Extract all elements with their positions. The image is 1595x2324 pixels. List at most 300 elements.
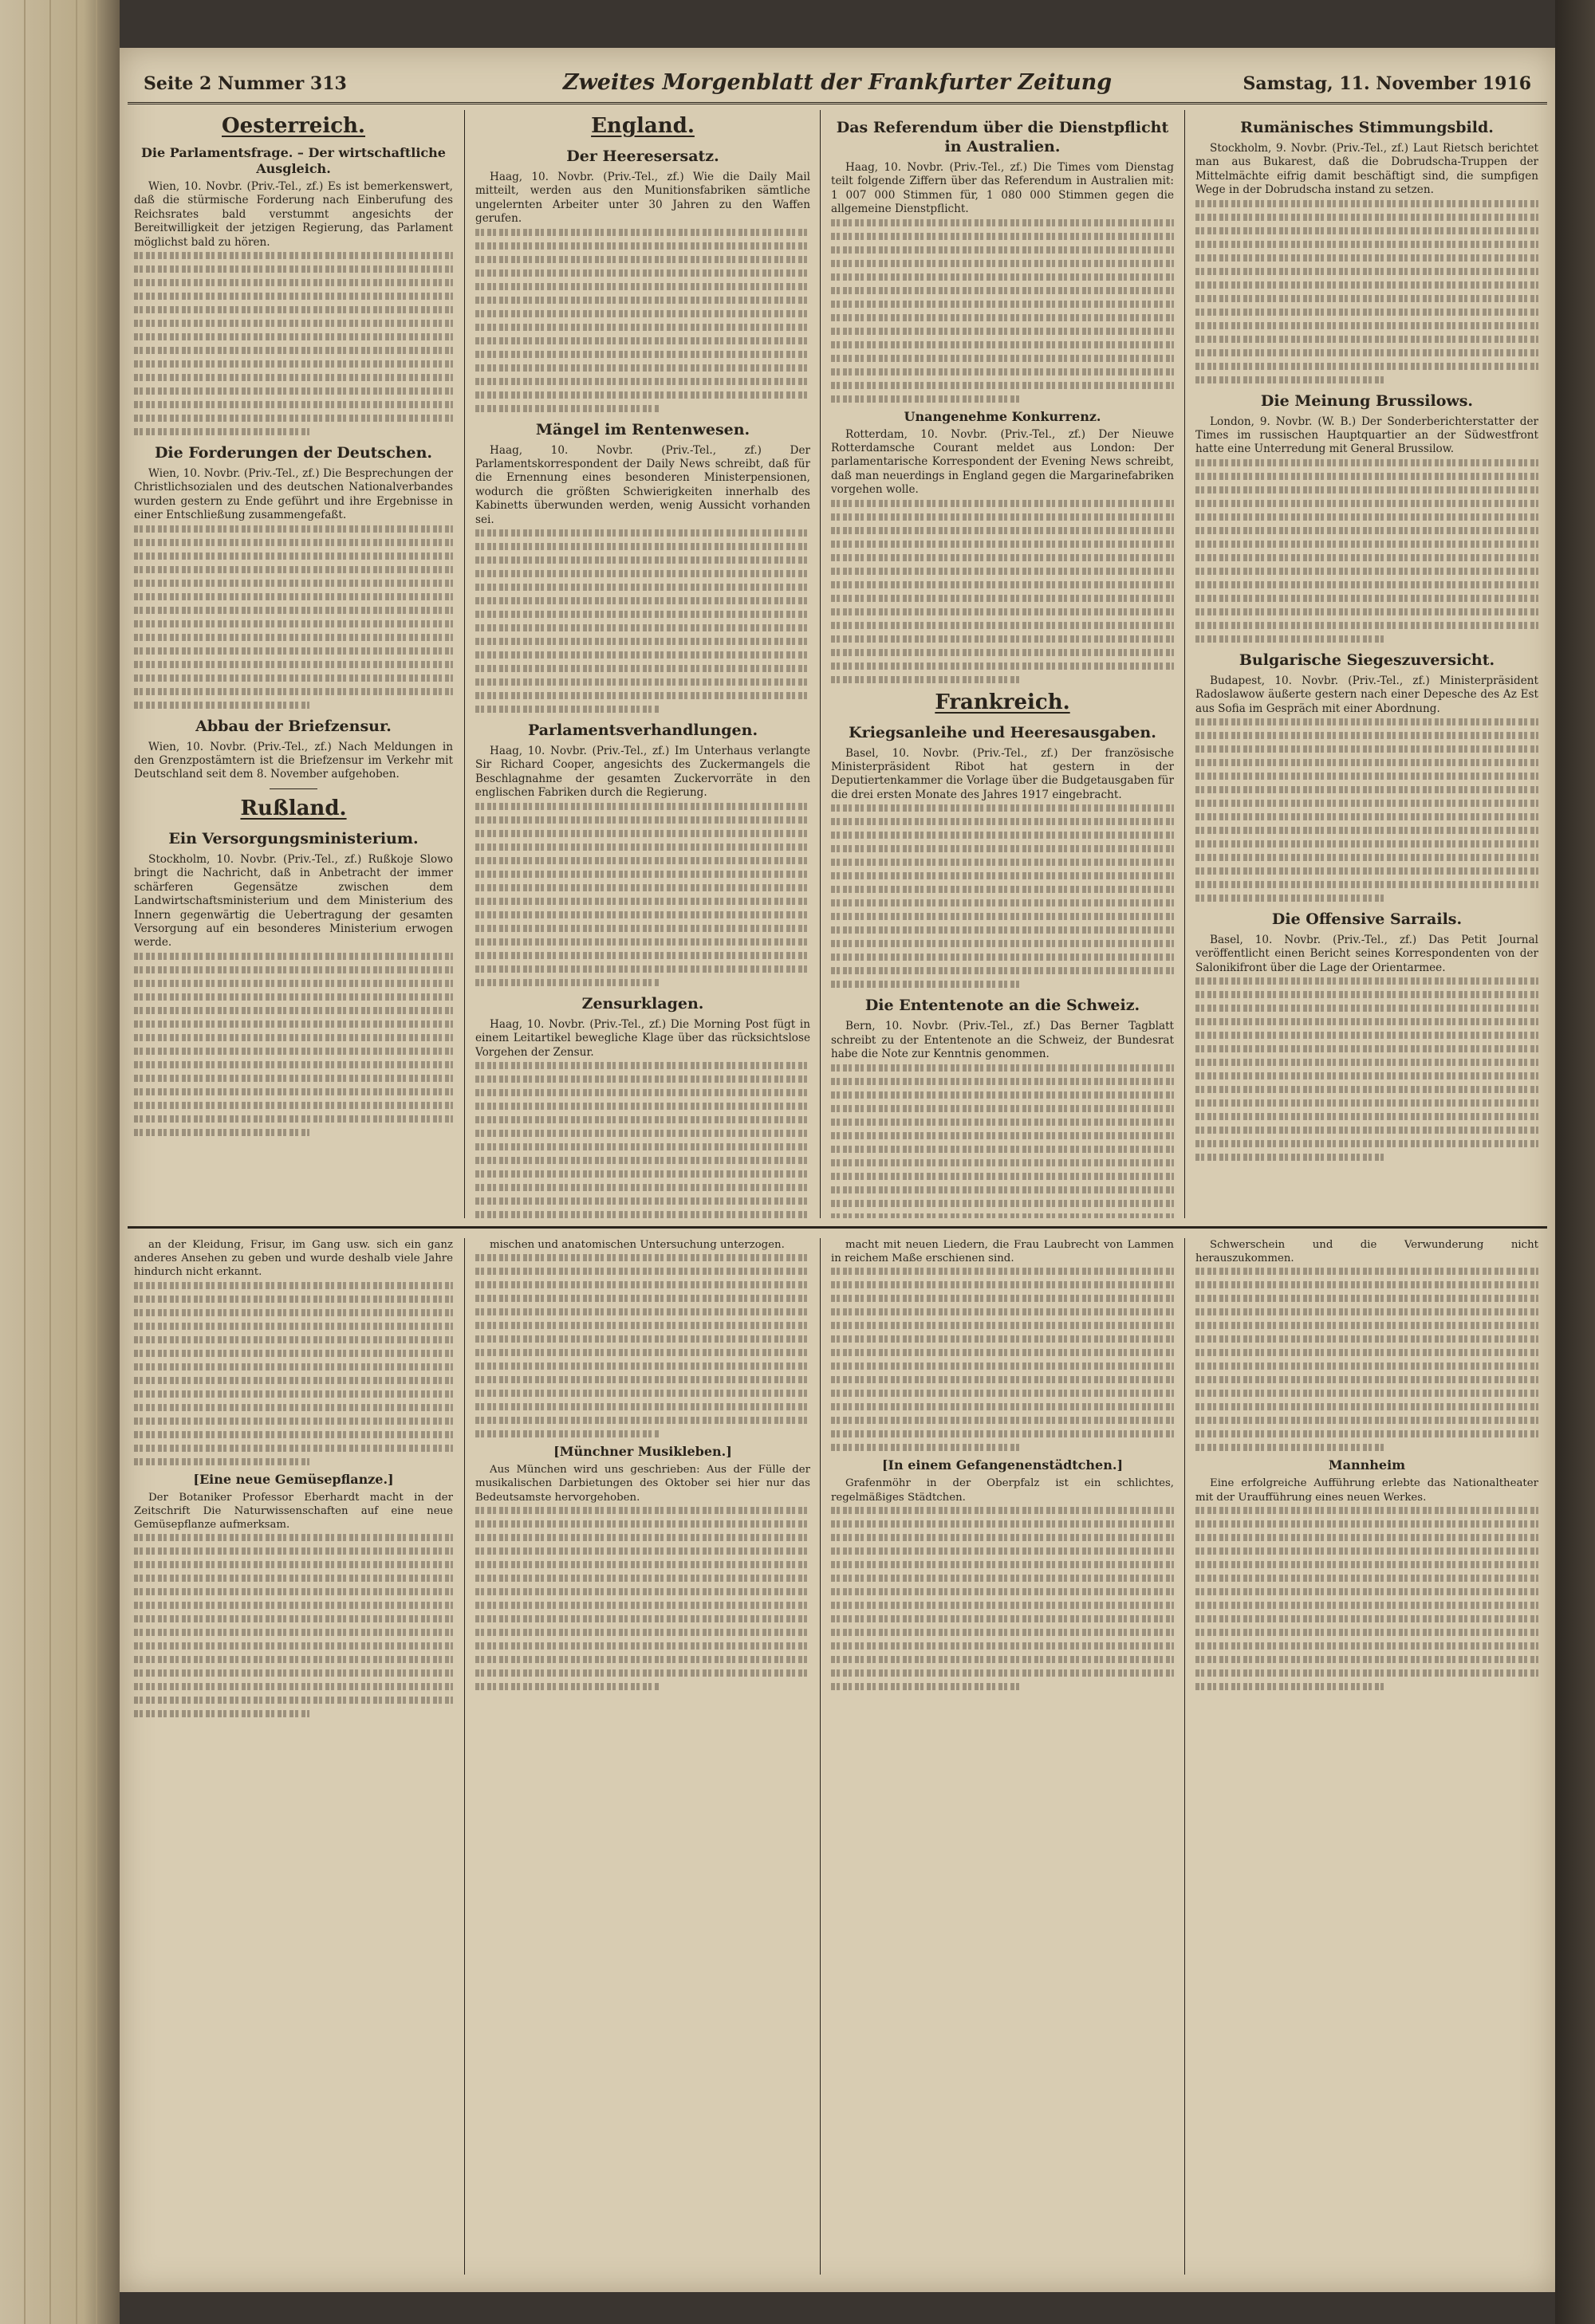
text-line [475,556,810,564]
body-text [134,525,453,709]
text-line [1195,867,1538,875]
text-line [831,859,1174,866]
text-line [475,283,810,290]
text-line [1195,363,1538,370]
text-line [475,1363,810,1370]
text-line [475,1507,810,1514]
text-line [475,1430,660,1437]
text-line [831,818,1174,825]
text-line [134,580,453,587]
body-text [1195,200,1538,383]
text-line [475,1268,810,1275]
text-line [1195,1669,1538,1677]
column-rule [464,110,465,1218]
article-text: Haag, 10. Novbr. (Priv.-Tel., zf.) Wie die Daily Mail mitteilt, werden aus den Munitionsfabriken sämtliche ungelernten Arbeiter unter 30 Jahren zu den Waffen gerufen. [475,171,810,226]
text-line [475,1281,810,1288]
text-line [831,1390,1174,1397]
text-line [831,1295,1174,1302]
body-text [831,1507,1174,1690]
text-line [1195,1403,1538,1410]
text-line [831,500,1174,507]
text-line [475,1170,810,1178]
text-line [831,527,1174,534]
text-line [134,688,453,695]
article-text: Wien, 10. Novbr. (Priv.-Tel., zf.) Nach Meldungen in den Grenzpostämtern ist die Briefzensur im Verkehr mit Deutschland seit dem 8. November aufgehoben. [134,740,453,781]
text-line [1195,1656,1538,1663]
article-text: Aus München wird uns geschrieben: Aus der Fülle der musikalischen Darbietungen des Oktober sei hier nur das Bedeutsamste hervorgehoben. [475,1464,810,1504]
text-line [1195,1308,1538,1315]
text-line [1195,227,1538,234]
text-line [475,843,810,851]
text-line [831,981,1020,988]
text-line [1195,622,1538,629]
text-line [831,382,1174,389]
text-line [475,269,810,277]
text-line [134,674,453,682]
column-england [475,110,810,1218]
text-line [1195,1295,1538,1302]
text-line [134,1547,453,1555]
text-line [475,1615,810,1622]
text-line [831,1444,1020,1451]
column-rule [820,110,821,1218]
text-line [475,256,810,263]
text-line [475,405,660,412]
text-line [831,1173,1174,1180]
text-line [134,1629,453,1636]
text-line [1195,200,1538,207]
text-line [831,1629,1174,1636]
text-line [134,607,453,614]
article-text: Wien, 10. Novbr. (Priv.-Tel., zf.) Es ist bemerkenswert, daß die stürmische Forderung nach Einberufung des Reichsrates bald verstummt angesichts der Bereitwilligkeit der jetzigen Regierung, das Parlament möglichst bald zu hören. [134,180,453,249]
text-line [831,341,1174,348]
text-line [1195,1534,1538,1541]
text-line [831,1656,1174,1663]
article-text: Basel, 10. Novbr. (Priv.-Tel., zf.) Das Petit Journal veröffentlicht einen Bericht seines Korrespondenten von der Salonikifront über die Lage der Orientarmee. [1195,934,1538,974]
text-line [134,1088,453,1095]
text-line [1195,745,1538,753]
text-line [831,246,1174,254]
article-text: London, 9. Novbr. (W. B.) Der Sonderberichterstatter der Times im russischen Hauptquartier an der Südwestfront hatte eine Unterredung mit General Brussilow. [1195,415,1538,456]
text-line [831,233,1174,240]
text-line [1195,1281,1538,1288]
text-line [1195,1045,1538,1052]
text-line [475,310,810,317]
text-line [134,953,453,960]
text-line [1195,895,1384,902]
article-text: Haag, 10. Novbr. (Priv.-Tel., zf.) Im Unterhaus verlangte Sir Richard Cooper, angesichts des Zuckermangels die Beschlagnahme der gesamten Zuckervorräte in den englischen Fabriken durch die Regierung. [475,745,810,800]
body-text [831,804,1174,988]
text-line [1195,500,1538,507]
text-line [475,1390,810,1397]
text-line [831,1602,1174,1609]
section-heading: Frankreich. [935,690,1070,714]
text-line [475,1642,810,1650]
text-line [1195,1335,1538,1343]
text-line [831,1376,1174,1383]
text-line [831,1363,1174,1370]
text-line [831,1683,1020,1690]
text-line [1195,1615,1538,1622]
text-line [831,1105,1174,1112]
text-line [134,966,453,973]
text-line [1195,1127,1538,1134]
text-line [831,649,1174,656]
text-line [134,1656,453,1663]
text-line [134,293,453,300]
text-line [134,415,453,422]
text-line [1195,473,1538,480]
feuilleton-column-3 [831,1238,1174,2275]
text-line [831,804,1174,812]
text-line [475,1417,810,1424]
text-line [1195,295,1538,302]
text-line [475,324,810,331]
text-line [134,428,309,435]
text-line [475,898,810,905]
text-line [831,635,1174,643]
text-line [1195,854,1538,861]
section-heading: Rußland. [240,796,347,820]
section-heading: England. [591,114,695,138]
text-line [134,1445,453,1452]
newspaper-page [120,48,1555,2292]
text-line [134,306,453,313]
text-line [831,1588,1174,1595]
text-line [831,568,1174,575]
text-line [831,622,1174,629]
text-line [831,1520,1174,1528]
text-line [134,1048,453,1055]
issue-date: Samstag, 11. November 1916 [1243,73,1531,94]
text-line [134,320,453,327]
text-line [134,1390,453,1398]
text-line [475,1143,810,1150]
text-line [831,541,1174,548]
text-line [134,360,453,368]
text-line [831,1349,1174,1356]
text-line [1195,1376,1538,1383]
text-line [1195,1629,1538,1636]
text-line [831,1534,1174,1541]
text-line [1195,1059,1538,1066]
text-line [1195,1032,1538,1039]
text-line [1195,459,1538,466]
text-line [134,1418,453,1425]
text-line [134,1075,453,1082]
text-line [475,597,810,604]
article-heading: [Eine neue Gemüsepflanze.] [193,1471,394,1487]
article-heading: Rumänisches Stimmungsbild. [1240,119,1494,136]
body-text [475,1507,810,1690]
text-line [134,980,453,987]
article-heading: Die Forderungen der Deutschen. [154,444,433,462]
text-line [831,355,1174,362]
text-line [134,1458,309,1465]
text-line [831,301,1174,308]
text-line [1195,1547,1538,1555]
text-line [831,1430,1174,1437]
column-rule [1184,1238,1185,2275]
text-line [475,378,810,385]
body-text [475,1254,810,1437]
article-text: macht mit neuen Liedern, die Frau Laubrecht von Lammen in reichem Maße erschienen sind. [831,1239,1174,1265]
text-line [831,1064,1174,1072]
text-line [831,845,1174,852]
article-heading: Die Parlamentsfrage. – Der wirtschaftliche Ausgleich. [141,145,446,176]
article-heading: Zensurklagen. [581,994,704,1013]
text-line [134,593,453,600]
column-romania [1195,110,1538,1218]
text-line [134,1561,453,1568]
text-line [475,1588,810,1595]
text-line [475,391,810,399]
text-line [475,651,810,659]
text-line [1195,554,1538,561]
text-line [831,328,1174,335]
text-line [475,1629,810,1636]
text-line [831,1132,1174,1139]
section-divider [128,1226,1547,1229]
text-line [831,663,1174,670]
text-line [475,1656,810,1663]
text-line [475,1197,810,1205]
text-line [475,1349,810,1356]
feuilleton-column-1 [134,1238,453,2275]
text-line [831,1335,1174,1343]
text-line [831,554,1174,561]
text-line [831,1159,1174,1166]
article-heading: [Münchner Musikleben.] [553,1444,732,1460]
text-line [1195,1018,1538,1025]
text-line [134,1669,453,1677]
text-line [1195,1417,1538,1424]
text-line [475,638,810,645]
article-heading: Das Referendum über die Dienstpflicht in Australien. [836,119,1169,155]
text-line [475,925,810,932]
text-line [831,1322,1174,1329]
text-line [134,401,453,408]
text-line [475,364,810,372]
body-text [134,252,453,435]
text-line [831,1547,1174,1555]
text-line [1195,608,1538,615]
text-line [475,1547,810,1555]
article-text: Schwerschein und die Verwunderung nicht herauszukommen. [1195,1239,1538,1265]
text-line [1195,1575,1538,1582]
text-line [1195,1588,1538,1595]
text-line [475,1103,810,1110]
feuilleton-column-2 [475,1238,810,2275]
text-line [475,570,810,577]
text-line [475,1254,810,1261]
text-line [831,1146,1174,1153]
text-line [831,273,1174,281]
text-line [475,1403,810,1410]
article-heading: Mannheim [1328,1457,1406,1473]
text-line [1195,568,1538,575]
text-line [1195,732,1538,739]
text-line [831,1078,1174,1085]
text-line [475,1322,810,1329]
article-heading: [In einem Gefangenenstädtchen.] [881,1457,1124,1473]
text-line [1195,840,1538,847]
text-line [134,1602,453,1609]
text-line [1195,1099,1538,1107]
text-line [134,1575,453,1582]
column-rule [1184,110,1185,1218]
text-line [134,1363,453,1370]
article-text: Grafenmöhr in der Oberpfalz ist ein schlichtes, regelmäßiges Städtchen. [831,1477,1174,1504]
text-line [134,1683,453,1690]
text-line [1195,376,1384,383]
text-line [475,1211,810,1218]
text-line [831,940,1174,947]
text-line [831,581,1174,588]
text-line [831,513,1174,521]
text-line [134,702,309,709]
text-line [831,1403,1174,1410]
text-line [134,1282,453,1289]
text-line [134,1323,453,1330]
text-line [134,552,453,560]
article-heading: Der Heeresersatz. [566,147,719,165]
text-line [831,219,1174,226]
body-text [1195,1507,1538,1690]
text-line [475,1683,660,1690]
text-line [475,1335,810,1343]
text-line [831,967,1174,974]
text-line [831,926,1174,934]
text-line [475,857,810,864]
text-line [831,1186,1174,1193]
article-text: Stockholm, 10. Novbr. (Priv.-Tel., zf.) Rußkoje Slowo bringt die Nachricht, daß in Anbetracht der immer schärferen Gegensätze zwischen dem Landwirtschaftsministerium und dem Ministerium des Innern gegenwärtig die Uebertragung der gesamten Versorgung auf ein besonderes Ministerium erwogen werde. [134,852,453,950]
text-line [1195,1154,1384,1161]
body-text [1195,977,1538,1161]
article-text: Der Botaniker Professor Eberhardt macht in der Zeitschrift Die Naturwissenschaften auf eine neue Gemüsepflanze aufmerksam. [134,1491,453,1532]
text-line [134,1115,453,1123]
text-line [134,1061,453,1068]
text-line [475,297,810,304]
text-line [1195,595,1538,602]
text-line [475,242,810,250]
text-line [1195,1322,1538,1329]
text-line [134,1007,453,1014]
text-line [475,584,810,591]
text-line [1195,1268,1538,1275]
text-line [475,1116,810,1123]
text-line [134,252,453,259]
text-line [475,803,810,810]
text-line [1195,1072,1538,1079]
text-line [134,1309,453,1316]
text-line [831,1200,1174,1207]
text-line [1195,309,1538,316]
article-heading: Unangenehme Konkurrenz. [904,408,1101,424]
article-heading: Parlamentsverhandlungen. [527,722,758,740]
text-line [134,1431,453,1438]
article-heading: Bulgarische Siegeszuversicht. [1239,651,1495,669]
text-line [831,1281,1174,1288]
text-line [1195,527,1538,534]
text-line [1195,977,1538,985]
text-line [475,952,810,959]
text-line [1195,214,1538,221]
article-heading: Kriegsanleihe und Heeresausgaben. [849,723,1156,741]
text-line [1195,1086,1538,1093]
article-text: Budapest, 10. Novbr. (Priv.-Tel., zf.) Ministerpräsident Radoslawow äußerte gestern nach einer Depesche des Az Est aus Sofia im Gespräch mit einer Abordnung. [1195,674,1538,715]
text-line [831,1268,1174,1275]
text-line [134,1102,453,1109]
text-line [134,265,453,273]
text-line [134,1129,309,1136]
text-line [1195,541,1538,548]
article-text: Rotterdam, 10. Novbr. (Priv.-Tel., zf.) Der Nieuwe Rotterdamsche Courant meldet aus London: Der parlamentarische Korrespondent der Evening News schreibt, daß man neuerdings in England gegen die Margarinefabriken vorgehen wolle. [831,427,1174,497]
body-text [831,500,1174,683]
text-line [831,886,1174,893]
page-header [128,70,1547,104]
text-line [1195,718,1538,726]
text-line [1195,786,1538,793]
text-line [1195,1520,1538,1528]
text-line [1195,813,1538,820]
text-line [831,395,1020,403]
body-text [1195,1268,1538,1451]
page-number: Seite 2 Nummer 313 [144,73,347,94]
text-line [475,1534,810,1541]
text-line [134,387,453,395]
body-text [134,1534,453,1717]
text-line [475,1130,810,1137]
text-line [831,954,1174,961]
text-line [1195,991,1538,998]
text-line [1195,281,1538,289]
text-line [134,1336,453,1343]
text-line [1195,581,1538,588]
text-line [475,1075,810,1083]
text-line [1195,773,1538,780]
text-line [1195,1602,1538,1609]
text-line [134,647,453,655]
text-line [1195,1113,1538,1120]
article-text: Eine erfolgreiche Aufführung erlebte das Nationaltheater mit der Uraufführung eines neuen Werkes. [1195,1477,1538,1504]
text-line [1195,800,1538,807]
body-text [134,953,453,1136]
text-line [475,1295,810,1302]
text-line [1195,254,1538,261]
body-text [475,803,810,986]
body-text [475,529,810,713]
text-line [1195,881,1538,888]
text-line [134,1534,453,1541]
article-heading: Ein Versorgungsministerium. [168,829,419,847]
text-line [831,676,1020,683]
text-line [831,368,1174,376]
article-heading: Die Ententenote an die Schweiz. [864,997,1140,1015]
text-line [1195,322,1538,329]
text-line [831,287,1174,294]
text-line [1195,759,1538,766]
text-line [134,1350,453,1357]
text-line [475,678,810,686]
article-text: Wien, 10. Novbr. (Priv.-Tel., zf.) Die Besprechungen der Christlichsozialen und des deutschen Nationalverbandes wurden gestern zu Ende geführt und ihre Ergebnisse in einer Entschließung zusammengefaßt. [134,467,453,522]
text-line [134,347,453,354]
text-line [134,333,453,340]
text-line [475,1157,810,1164]
text-line [134,374,453,381]
text-line [475,543,810,550]
text-line [1195,268,1538,275]
